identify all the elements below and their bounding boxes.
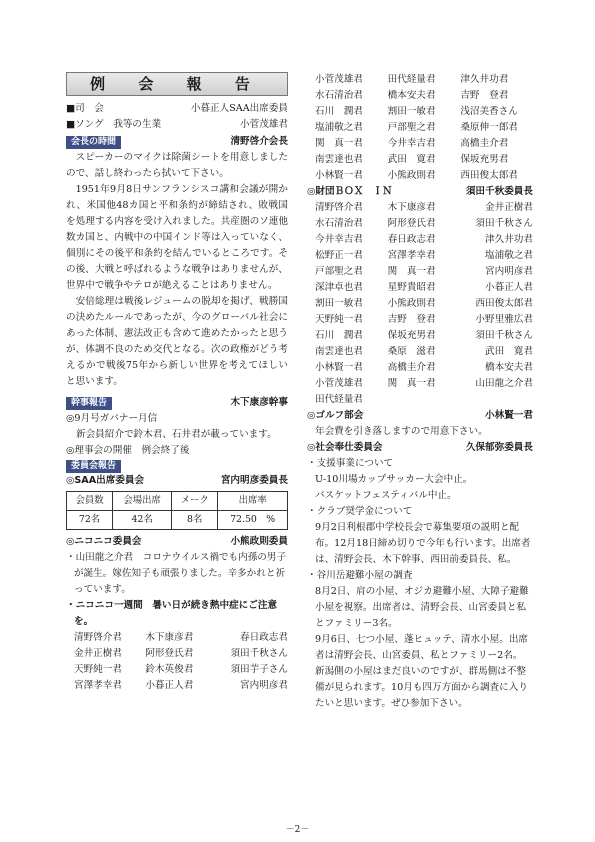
name-item: 保坂充男君 [460, 154, 509, 165]
name-item: 浅沼美香さん [460, 106, 518, 117]
name-item: 田代経量君 [387, 74, 436, 85]
name-item: 橋本安夫君 [387, 90, 436, 101]
name-item: 関 真一君 [387, 378, 436, 389]
president-header [66, 134, 288, 150]
name-item: 金井正樹君 [485, 202, 533, 213]
name-item: 春日政志君 [387, 234, 436, 245]
name-item: 西田俊太郎君 [475, 298, 533, 309]
president-paragraph: 安倍総理は戦後レジュームの脱却を掲げ、戦勝国の決めたルールであったが、今のグローバル社会にあった体制、憲法改正も含めて進めたかったと思うが、体調不良のため交代となる。次の政権がどう考えるかで戦後75年から新しい世界を考えてほしいと思います。 [66, 296, 288, 387]
name-item: 保坂充男君 [387, 330, 436, 341]
president-paragraph: スピーカーのマイクは除菌シートを用意しましたので、話し終わったら拭いて下さい。 [66, 152, 288, 179]
shakai-item: 9月2日利根郡中学校長会で募集要項の説明と配布。12月18日締め切りで今年も行います。出席者は、清野会長、木下幹事、西田前委員長、私。 [315, 522, 531, 565]
name-item: 桑原 滋君 [387, 346, 436, 357]
name-item: 津久井功君 [460, 74, 509, 85]
name-item: 清野啓介君 [74, 632, 122, 643]
table-cell: 8名 [172, 511, 218, 530]
name-item: 吉野 登君 [460, 90, 509, 101]
niko-header: ◎ニコニコ委員会 小熊政則委員 [66, 536, 288, 547]
name-item: 西田俊太郎君 [460, 170, 518, 181]
left-column [66, 72, 288, 694]
president-paragraph: 1951年9月8日サンフランシスコ講和会議が開かれ、米国他48カ国と平和条約が締結され、敗戦国を処理する内容を受け入れました。共産圏のソ連他数カ国と、内戦中の中国インド等は入っていなく、個別にその後平和条約を結んでいるところです。その後、大戦と呼ばれるような戦争はありませんが、世界中で戦争やテロが絶えることはありません。 [66, 184, 288, 291]
name-item: 関 真一君 [387, 266, 436, 277]
iinkai-header [66, 460, 288, 473]
golf-header: ◎ゴルフ部会 小林賢一君 [307, 410, 533, 421]
table-header: 出席率 [218, 492, 288, 511]
kanji-line: 新会員紹介で鈴木君、石井君が載っています。 [76, 429, 277, 440]
shakai-item: 新潟側の小屋はまだ良いのですが、群馬側は不整備が見られます。10月も四万方面から調査に入りたいと思います。ぜひ参加下さい。 [315, 666, 528, 709]
meta-chair: ■司 会 小暮正人SAA出席委員 [66, 103, 288, 114]
name-item: 宮澤孝幸君 [387, 250, 436, 261]
president-name: 清野啓介会長 [230, 136, 288, 147]
page-number: －2－ [285, 825, 310, 835]
name-item: 天野純一君 [315, 314, 363, 325]
name-item: 水石清治君 [315, 218, 363, 229]
name-item: 小菅茂雄君 [315, 74, 363, 85]
name-item: 星野貴昭君 [387, 282, 436, 293]
name-item: 松野正一君 [315, 250, 363, 261]
name-item: 宮澤孝幸君 [74, 680, 122, 691]
name-item: 木下康彦君 [387, 202, 436, 213]
name-item: 石川 潤君 [315, 330, 363, 341]
name-item: 春日政志君 [240, 632, 288, 643]
kanji-line: ◎理事会の開催 例会終了後 [66, 445, 190, 456]
shakai-header: ◎社会奉仕委員会 久保郁弥委員長 [307, 442, 533, 453]
name-item: 小熊政則君 [387, 298, 436, 309]
name-item: 小林賢一君 [315, 170, 363, 181]
name-item: 小熊政則君 [387, 170, 436, 181]
name-item: 塩浦敬之君 [485, 250, 533, 261]
right-column [307, 72, 533, 712]
table-cell: 42名 [113, 511, 172, 530]
shakai-item: U-10川場カップサッカー大会中止。 [315, 474, 473, 485]
attendance-table [66, 491, 288, 530]
table-header: メーク [172, 492, 218, 511]
name-item: 山田龍之介君 [475, 378, 533, 389]
name-item: 武田 寛君 [387, 154, 436, 165]
name-item: 戸部聖之君 [387, 122, 436, 133]
name-item: 今井幸吉君 [387, 138, 436, 149]
table-cell: 72名 [67, 511, 113, 530]
name-item: 塩浦敬之君 [315, 122, 363, 133]
name-item: 清野啓介君 [315, 202, 363, 213]
name-item: 小林賢一君 [315, 362, 363, 373]
name-item: 阿形登氏君 [145, 648, 194, 659]
kanji-header [66, 395, 288, 411]
name-item: 宮内明彦君 [240, 680, 288, 691]
name-item: 小菅茂雄君 [315, 378, 363, 389]
meta-song: ■ソング 我等の生業 小菅茂雄君 [66, 119, 288, 130]
name-item: 阿形登氏君 [387, 218, 436, 229]
shakai-item: ・クラブ奨学金について [307, 506, 413, 517]
section-tag: 委員会報告 [66, 460, 121, 473]
table-header: 会員数 [67, 492, 113, 511]
box-header: ◎財団ＢＯＸ ＩＮ 須田千秋委員長 [307, 186, 533, 197]
name-item: 天野純一君 [74, 664, 122, 675]
name-item: 小暮正人君 [145, 680, 194, 691]
name-item: 田代経量君 [315, 394, 363, 405]
box-names [307, 200, 533, 408]
name-item: 水石清治君 [315, 90, 363, 101]
name-item: 須田千秋さん [475, 330, 533, 341]
name-item: 小野里雅広君 [475, 314, 533, 325]
name-item: 須田千秋さん [230, 648, 288, 659]
name-item: 須田千秋さん [475, 218, 533, 229]
name-item: 鈴木英俊君 [145, 664, 194, 675]
name-item: 高橋圭介君 [460, 138, 509, 149]
shakai-item: ・支援事業について [307, 458, 394, 469]
name-item: 割田一敏君 [315, 298, 363, 309]
saa-header: ◎SAA出席委員会 宮内明彦委員長 [66, 475, 288, 486]
name-item: 吉野 登君 [387, 314, 436, 325]
niko-week: ・ニコニコ一週間 暑い日が続き熱中症にご注意を。 [66, 600, 278, 627]
name-item: 金井正樹君 [74, 648, 122, 659]
name-item: 関 真一君 [315, 138, 363, 149]
shakai-item: 8月2日、肩の小屋、オジカ避難小屋、大障子避難小屋を視察。出席者は、清野会長、山宮委員と私とファミリー3名。 [315, 586, 529, 629]
name-item: 戸部聖之君 [315, 266, 363, 277]
section-tag: 会長の時間 [66, 136, 121, 149]
name-item: 桑原伸一郎君 [460, 122, 518, 133]
shakai-item: バスケットフェスティバル中止。 [315, 490, 457, 501]
left-names [66, 630, 288, 694]
name-item: 木下康彦君 [145, 632, 194, 643]
shakai-item: 9月6日、七つ小屋、蓬ヒュッテ、清水小屋。出席者は清野会長、山宮委員、私とファミリー2名。 [315, 634, 529, 661]
golf-text: 年会費を引き落しますので用意下さい。 [315, 426, 488, 437]
name-item: 割田一敏君 [387, 106, 436, 117]
kanji-name: 木下康彦幹事 [230, 397, 288, 408]
name-item: 宮内明彦君 [485, 266, 533, 277]
name-item: 武田 寛君 [485, 346, 533, 357]
name-item: 津久井功君 [485, 234, 533, 245]
table-cell: 72.50 % [218, 511, 288, 530]
name-item: 今井幸吉君 [315, 234, 363, 245]
section-tag: 幹事報告 [66, 397, 112, 410]
name-item: 南雲達也君 [315, 154, 363, 165]
name-item: 高橋圭介君 [387, 362, 436, 373]
niko-text: ・山田龍之介君 コロナウイルス禍でも内孫の男子が誕生。嫁佐知子も頑張りました。辛多かれと祈っています。 [66, 552, 287, 595]
name-item: 石川 潤君 [315, 106, 363, 117]
name-item: 南雲達也君 [315, 346, 363, 357]
name-item: 須田芋子さん [230, 664, 288, 675]
name-item: 橋本安夫君 [485, 362, 533, 373]
page-title: 例 会 報 告 [66, 72, 288, 96]
table-header: 会場出席 [113, 492, 172, 511]
shakai-item: ・谷川岳避難小屋の調査 [307, 570, 413, 581]
name-item: 小暮正人君 [485, 282, 533, 293]
names-top [307, 72, 533, 184]
kanji-line: ◎9月号ガバナー月信 [66, 413, 158, 424]
name-item: 深津卓也君 [315, 282, 363, 293]
